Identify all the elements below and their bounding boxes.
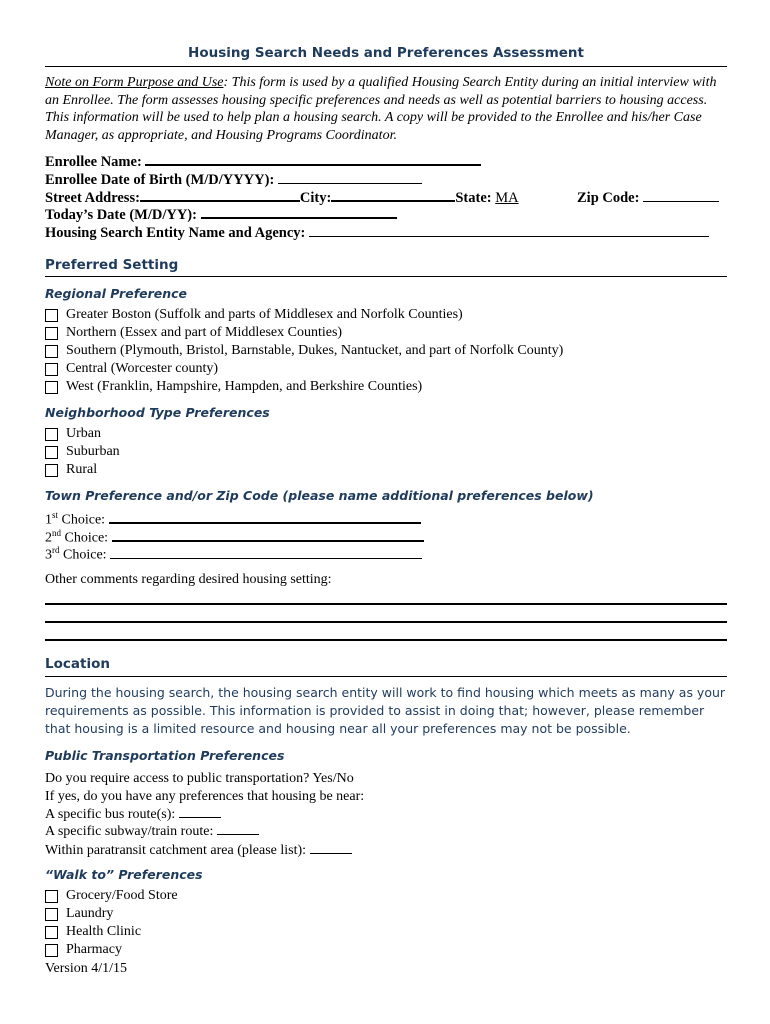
- preferred-setting-rule: [45, 276, 727, 277]
- choice-1-suffix: st: [52, 510, 59, 520]
- location-paragraph: During the housing search, the housing search entity will work to find housing which meets as many as your requirements as possible. This information is provided to assist in doing that; however, please remember that housing is a limited resource and housing near all your preferences may not be possible.: [45, 685, 726, 736]
- zip-label: Zip Code:: [577, 190, 640, 206]
- checkbox[interactable]: [45, 890, 58, 903]
- checkbox[interactable]: [45, 309, 58, 322]
- bus-route-label: A specific bus route(s):: [45, 807, 176, 822]
- dob-field[interactable]: [278, 182, 422, 184]
- neighborhood-item[interactable]: [45, 462, 97, 478]
- choice-1-label: Choice:: [61, 512, 106, 528]
- note-text: : This form is used by a qualified Housing Search Entity during an initial interview with an Enrollee. The form assesses housing specific preferences and needs as well as potential barriers to housing access. This information will be used to help plan a housing search. A copy will be provided to the Enrollee and his/her Case Manager, as appropriate, and Housing Programs Coordinator.: [45, 75, 717, 143]
- other-comments-label: Other comments regarding desired housing setting:: [45, 572, 332, 587]
- choice-2-row: [45, 528, 424, 547]
- choice-3-number: 3: [45, 547, 52, 563]
- enrollee-name-row: [45, 154, 481, 171]
- enrollee-name-label: Enrollee Name:: [45, 154, 142, 170]
- walk-item-label: Grocery/Food Store: [66, 888, 178, 903]
- city-label: City:: [299, 190, 332, 206]
- choice-1-field[interactable]: [109, 521, 421, 524]
- choice-3-field[interactable]: [110, 557, 422, 559]
- paratransit-row: [45, 843, 352, 859]
- today-date-label: Today’s Date (M/D/YY):: [45, 207, 197, 223]
- checkbox[interactable]: [45, 345, 58, 358]
- walk-item-label: Laundry: [66, 906, 114, 921]
- checkbox[interactable]: [45, 446, 58, 459]
- checkbox[interactable]: [45, 926, 58, 939]
- checkbox[interactable]: [45, 464, 58, 477]
- street-label: Street Address:: [45, 190, 140, 206]
- regional-item-label: West (Franklin, Hampshire, Hampden, and Berkshire Counties): [66, 379, 423, 394]
- address-row: [45, 190, 519, 207]
- version-label: Version 4/1/15: [45, 961, 128, 976]
- subway-route-field[interactable]: [217, 833, 259, 835]
- transport-question-2: If yes, do you have any preferences that housing be near:: [45, 789, 365, 804]
- walk-item-label: Health Clinic: [66, 924, 142, 939]
- walk-item[interactable]: [45, 888, 178, 904]
- checkbox[interactable]: [45, 944, 58, 957]
- regional-item-label: Greater Boston (Suffolk and parts of Middlesex and Norfolk Counties): [66, 307, 463, 322]
- comments-line-2[interactable]: [45, 621, 727, 623]
- walk-item[interactable]: [45, 906, 113, 922]
- regional-item[interactable]: [45, 343, 563, 359]
- choice-3-suffix: rd: [52, 545, 60, 555]
- entity-label: Housing Search Entity Name and Agency:: [45, 225, 306, 241]
- regional-item[interactable]: [45, 325, 342, 341]
- choice-2-suffix: nd: [52, 528, 61, 538]
- regional-item-label: Southern (Plymouth, Bristol, Barnstable, Dukes, Nantucket, and part of Norfolk County): [66, 343, 564, 358]
- state-value[interactable]: MA: [495, 190, 519, 206]
- today-date-field[interactable]: [201, 216, 397, 219]
- bus-route-row: [45, 807, 221, 823]
- zip-field[interactable]: [643, 200, 719, 202]
- form-purpose-note: [45, 74, 727, 144]
- checkbox[interactable]: [45, 428, 58, 441]
- choice-3-label: Choice:: [63, 547, 107, 563]
- enrollee-name-field[interactable]: [145, 163, 481, 166]
- subway-route-label: A specific subway/train route:: [45, 824, 214, 839]
- zip-row: [577, 190, 719, 207]
- walk-to-heading: “Walk to” Preferences: [45, 867, 203, 882]
- street-field[interactable]: [140, 199, 300, 202]
- comments-line-3[interactable]: [45, 639, 727, 641]
- form-title: Housing Search Needs and Preferences Assessment: [188, 45, 584, 61]
- preferred-setting-heading: Preferred Setting: [45, 257, 179, 273]
- choice-3-row: [45, 545, 422, 564]
- choice-1-number: 1: [45, 512, 52, 528]
- checkbox[interactable]: [45, 908, 58, 921]
- location-heading: Location: [45, 656, 110, 672]
- neighborhood-item-label: Suburban: [66, 444, 120, 459]
- choice-2-field[interactable]: [112, 539, 424, 542]
- comments-line-1[interactable]: [45, 603, 727, 605]
- regional-item[interactable]: [45, 379, 422, 395]
- transport-question-1: Do you require access to public transportation? Yes/No: [45, 771, 354, 786]
- regional-preference-heading: Regional Preference: [45, 286, 188, 301]
- regional-item-label: Northern (Essex and part of Middlesex Counties): [66, 325, 343, 340]
- state-label: State:: [455, 190, 492, 206]
- entity-field[interactable]: [309, 235, 709, 237]
- neighborhood-heading: Neighborhood Type Preferences: [45, 405, 270, 420]
- regional-item[interactable]: [45, 307, 463, 323]
- checkbox[interactable]: [45, 363, 58, 376]
- checkbox[interactable]: [45, 381, 58, 394]
- city-field[interactable]: [331, 199, 455, 202]
- neighborhood-item[interactable]: [45, 426, 101, 442]
- title-rule: [45, 66, 727, 67]
- choice-1-row: [45, 510, 421, 529]
- walk-item[interactable]: [45, 924, 141, 940]
- choice-2-number: 2: [45, 530, 52, 546]
- neighborhood-item[interactable]: [45, 444, 120, 460]
- neighborhood-item-label: Urban: [66, 426, 101, 441]
- note-label: Note on Form Purpose and Use: [45, 75, 224, 90]
- dob-row: [45, 172, 422, 189]
- paratransit-label: Within paratransit catchment area (please list):: [45, 843, 307, 858]
- town-preference-heading: Town Preference and/or Zip Code (please name additional preferences below): [45, 488, 594, 503]
- paratransit-field[interactable]: [310, 852, 352, 854]
- walk-item-label: Pharmacy: [66, 942, 122, 957]
- choice-2-label: Choice:: [64, 530, 109, 546]
- location-rule: [45, 676, 727, 677]
- entity-row: [45, 225, 709, 242]
- walk-item[interactable]: [45, 942, 122, 958]
- transport-heading: Public Transportation Preferences: [45, 748, 285, 763]
- regional-item[interactable]: [45, 361, 218, 377]
- checkbox[interactable]: [45, 327, 58, 340]
- bus-route-field[interactable]: [179, 816, 221, 818]
- today-date-row: [45, 207, 397, 224]
- dob-label: Enrollee Date of Birth (M/D/YYYY):: [45, 172, 275, 188]
- subway-route-row: [45, 824, 259, 840]
- regional-item-label: Central (Worcester county): [66, 361, 219, 376]
- neighborhood-item-label: Rural: [66, 462, 98, 477]
